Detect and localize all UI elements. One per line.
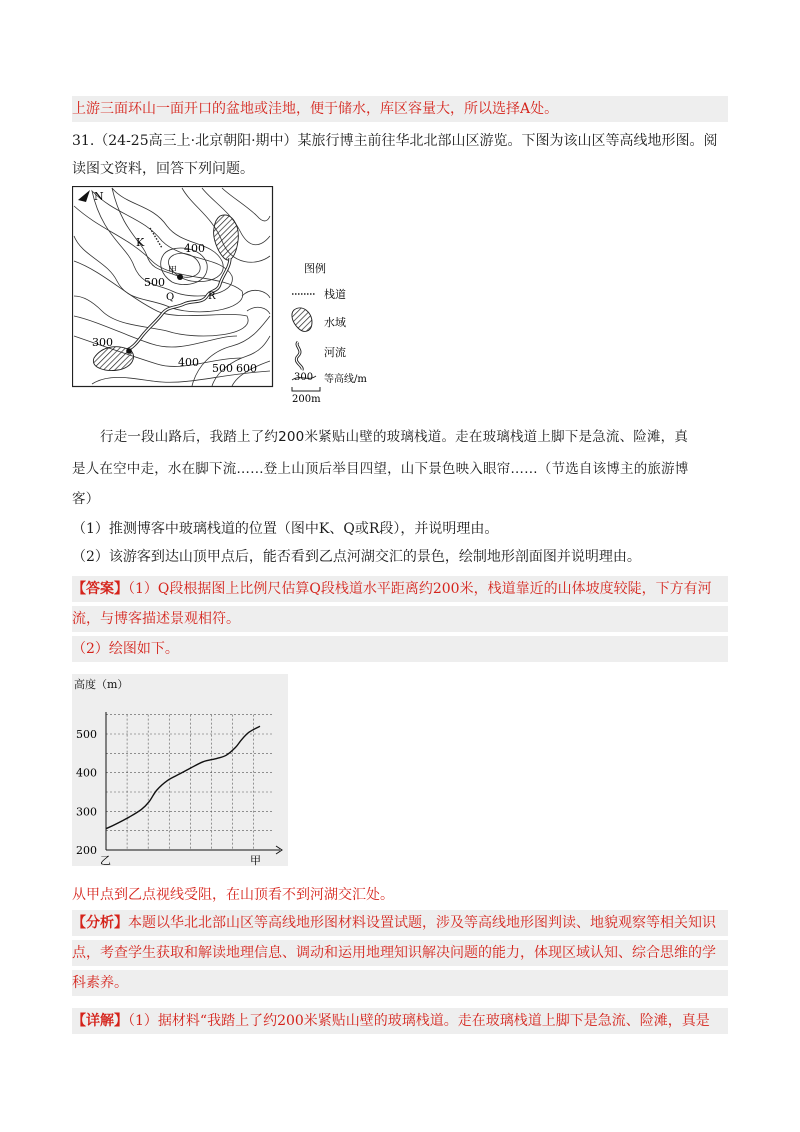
detail-line1-text: （1）据材料“我踏上了约200米紧贴山壁的玻璃栈道。走在玻璃栈道上脚下是急流、险滩，真是 xyxy=(128,1013,710,1029)
detail-line1 xyxy=(72,1008,728,1034)
chart-ylabel: 高度（m） xyxy=(74,678,129,691)
analysis-tag: 【分析】 xyxy=(72,915,128,931)
answer-conclusion: 从甲点到乙点视线受阻，在山顶看不到河湖交汇处。 xyxy=(72,887,394,903)
question-stem-line2: 读图文资料，回答下列问题。 xyxy=(72,161,254,177)
answer-line1 xyxy=(72,576,728,602)
legend-scale-label: 200m xyxy=(292,394,321,404)
chart-y-tick-label: 500 xyxy=(76,728,97,741)
label-r: R xyxy=(208,291,216,302)
contour-label-500-peak: 500 xyxy=(144,276,165,289)
legend-water-symbol xyxy=(292,308,312,331)
answer-line1-text: （1）Q段根据图上比例尺估算Q段栈道水平距离约200米，栈道靠近的山体坡度较陡，下方有河 xyxy=(128,581,712,597)
legend-trail-label: 栈道 xyxy=(324,288,346,301)
legend-water-label: 水域 xyxy=(324,316,346,329)
contour-label-400-bottom: 400 xyxy=(178,356,199,369)
sub-question-1: （1）推测博客中玻璃栈道的位置（图中K、Q或R段），并说明理由。 xyxy=(72,521,499,537)
north-label: N xyxy=(94,190,104,203)
point-yi xyxy=(126,348,132,354)
label-jia: 甲 xyxy=(168,266,178,276)
answer-line2: 流，与博客描述景观相符。 xyxy=(72,606,728,632)
question-stem-line1 xyxy=(72,128,728,154)
contour-label-500: 500 xyxy=(212,362,233,375)
legend-contour-value: 300 xyxy=(294,372,314,383)
legend-scale-bar xyxy=(292,387,320,391)
label-k: K xyxy=(136,236,145,249)
legend-title: 图例 xyxy=(304,262,326,275)
profile-chart xyxy=(72,674,288,866)
legend-contour-label: 等高线/m xyxy=(324,374,367,385)
analysis-line2: 点，考查学生获取和解读地理信息、调动和运用地理知识解决问题的能力，体现区域认知、综合思维的学 xyxy=(72,940,728,966)
chart-background xyxy=(72,674,288,866)
chart-y-tick-label: 400 xyxy=(76,766,97,780)
answer-line3: （2）绘图如下。 xyxy=(72,636,728,662)
analysis-line3: 科素养。 xyxy=(72,970,728,996)
question-source: （24-25高三上·北京朝阳·期中） xyxy=(94,133,298,149)
narrative-line3: 客） xyxy=(72,491,100,507)
narrative-line1: 行走一段山路后，我踏上了约200米紧贴山壁的玻璃栈道。走在玻璃栈道上脚下是急流、险滩，真 xyxy=(100,429,689,445)
legend-river-label: 河流 xyxy=(324,346,346,359)
detail-tag: 【详解】 xyxy=(72,1013,128,1029)
chart-x-end-label: 甲 xyxy=(250,854,261,866)
sub-question-2: （2）该游客到达山顶甲点后，能否看到乙点河湖交汇的景色，绘制地形剖面图并说明理由。 xyxy=(72,549,641,565)
question-stem-text1: 某旅行博主前往华北北部山区游览。下图为该山区等高线地形图。阅 xyxy=(297,133,718,149)
chart-x-start-label: 乙 xyxy=(100,854,111,866)
chart-y-tick-label: 300 xyxy=(76,805,97,819)
label-q: Q xyxy=(166,292,175,303)
question-number: 31. xyxy=(72,133,95,149)
contour-label-600: 600 xyxy=(236,362,257,375)
chart-y-tick-label: 200 xyxy=(76,844,97,857)
contour-label-400-top: 400 xyxy=(184,242,205,255)
contour-map-figure xyxy=(72,186,378,404)
previous-answer-line: 上游三面环山一面开口的盆地或洼地，便于储水，库区容量大，所以选择A处。 xyxy=(72,96,728,122)
narrative-line2: 是人在空中走，水在脚下流……登上山顶后举目四望，山下景色映入眼帘……（节选自该博主的旅游博 xyxy=(72,461,689,477)
contour-label-300: 300 xyxy=(92,336,113,349)
peak-point-jia xyxy=(177,274,183,280)
analysis-line1 xyxy=(72,910,728,936)
analysis-line1-text: 本题以华北北部山区等高线地形图材料设置试题，涉及等高线地形图判读、地貌观察等相关知识 xyxy=(128,915,716,931)
answer-tag: 【答案】 xyxy=(72,581,128,597)
